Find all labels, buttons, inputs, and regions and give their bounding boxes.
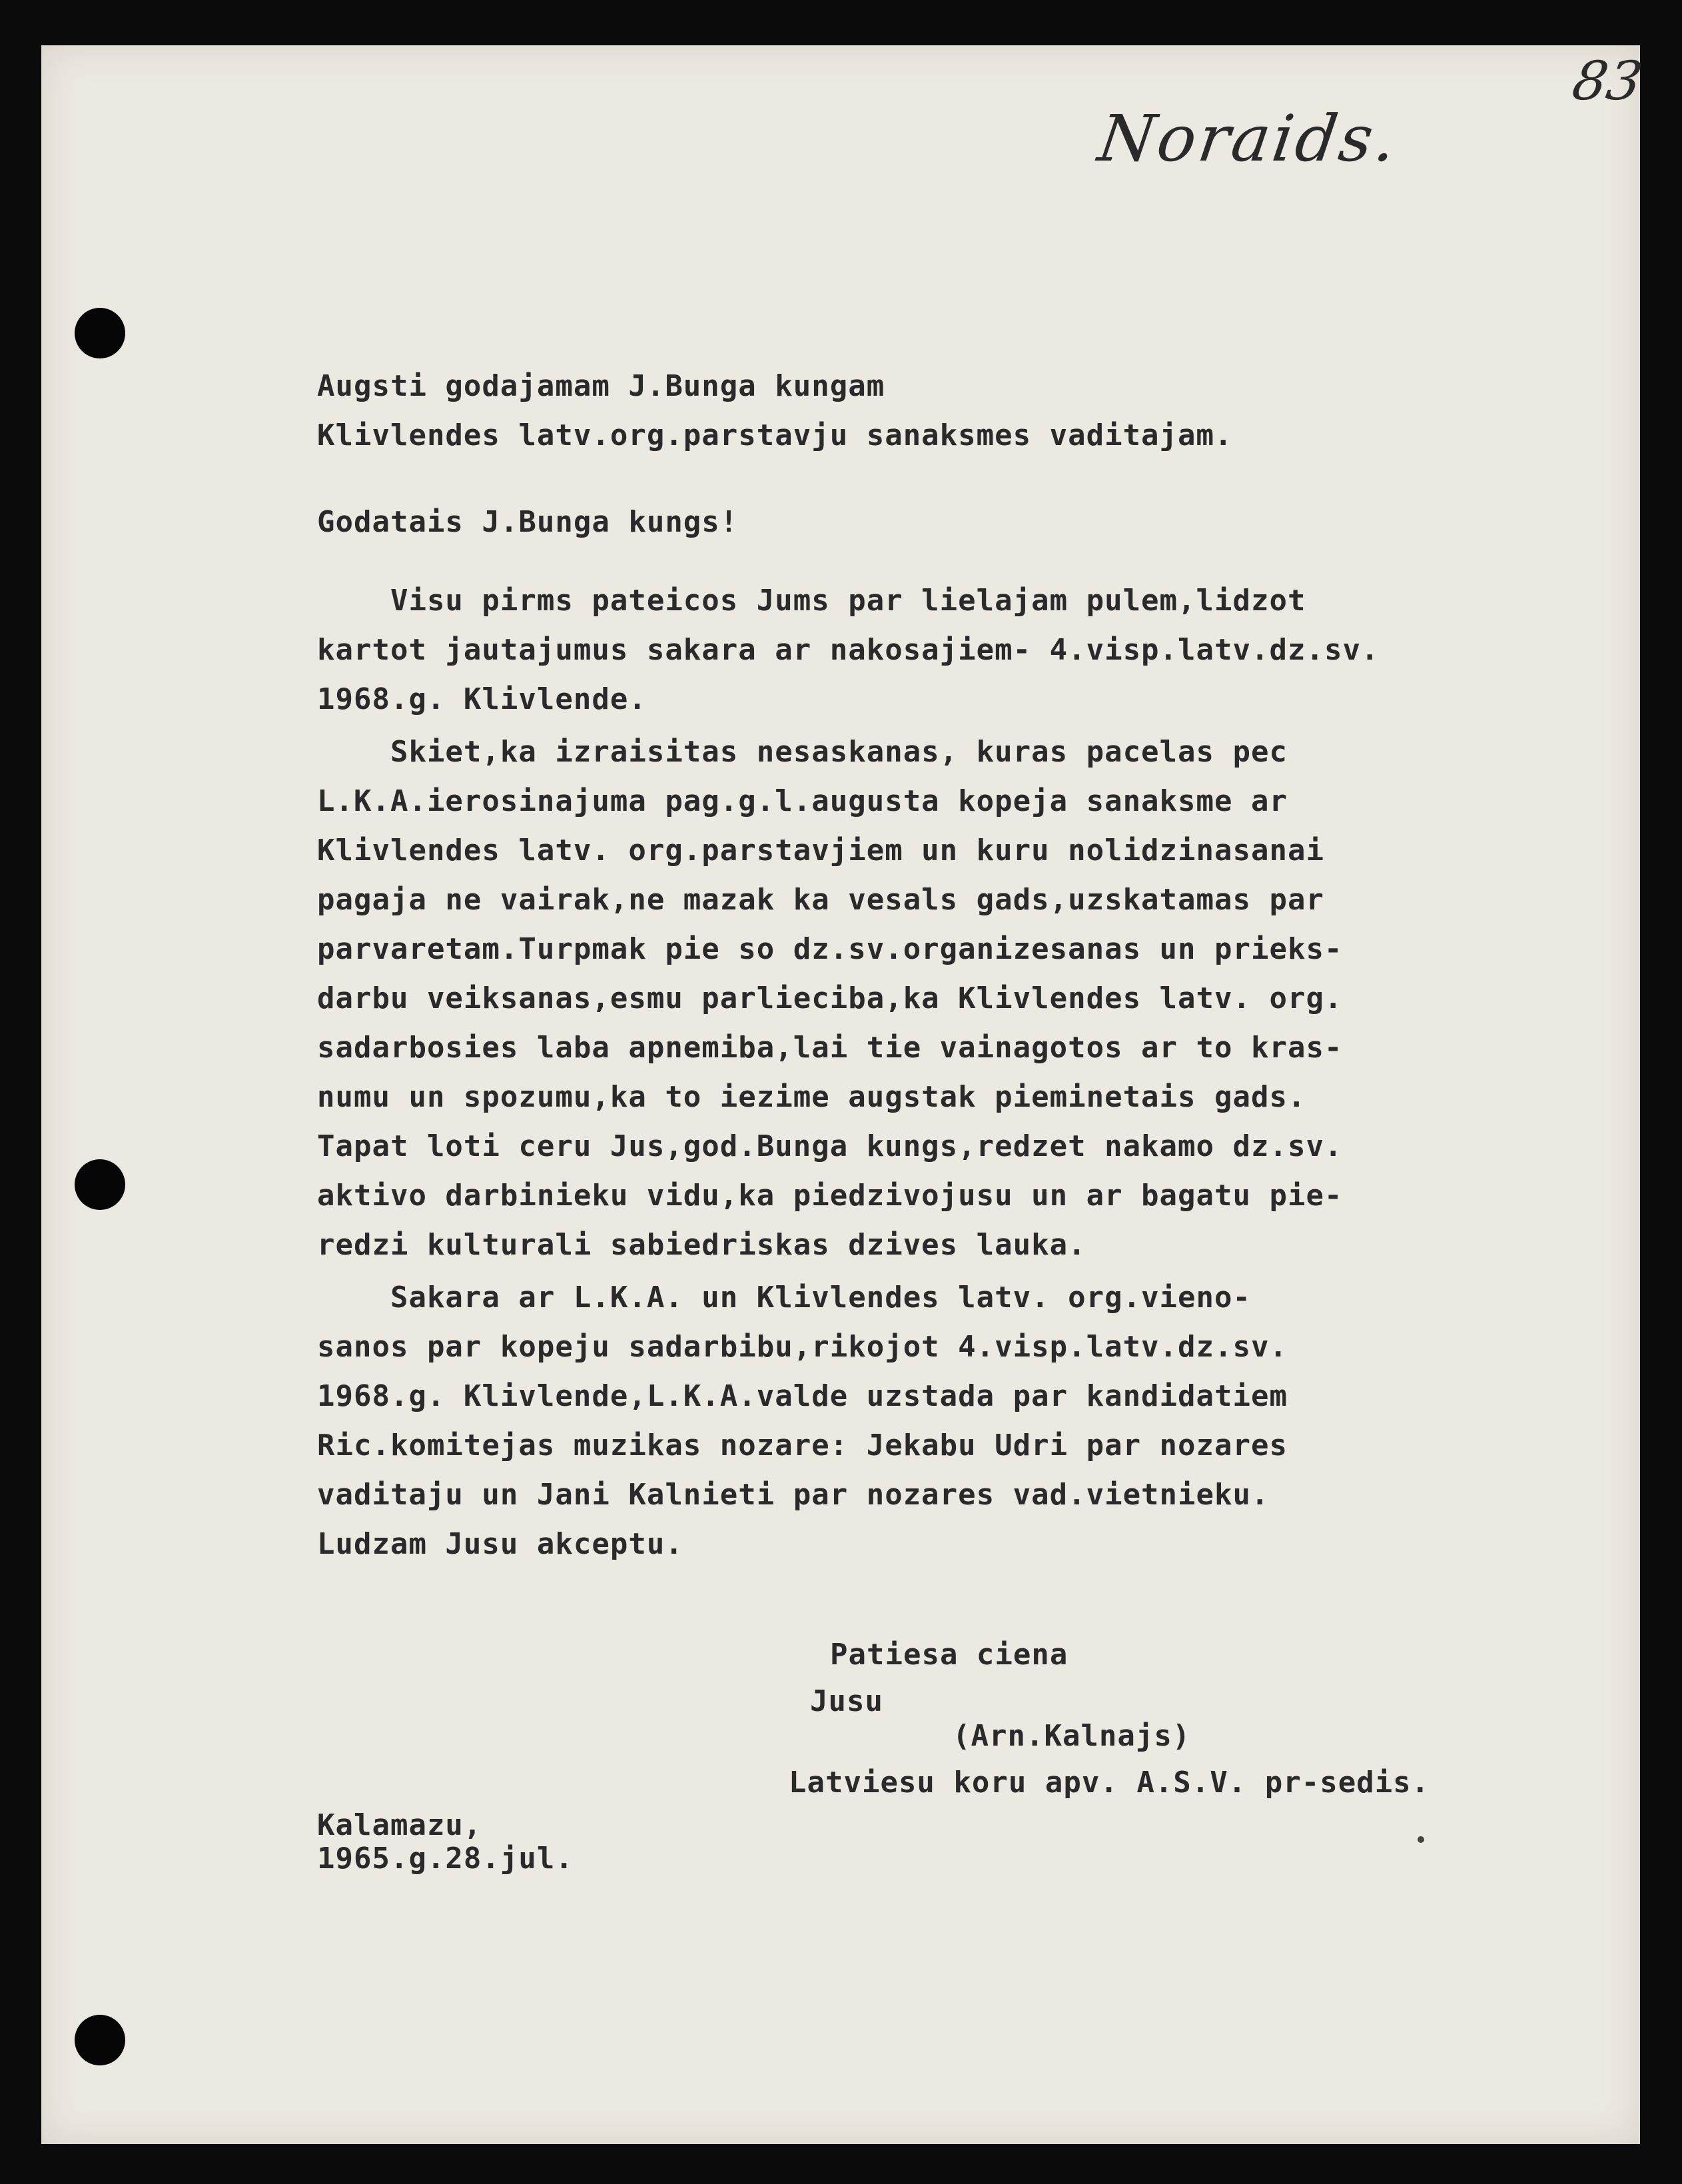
body-line: numu un spozumu,ka to iezime augstak pieminetais gads. (317, 1080, 1306, 1114)
body-line: kartot jautajumus sakara ar nakosajiem- 4.visp.latv.dz.sv. (317, 633, 1380, 667)
punch-hole-bottom (75, 2015, 125, 2065)
body-line: 1968.g. Klivlende,L.K.A.valde uzstada par kandidatiem (317, 1379, 1288, 1413)
body-line: Skiet,ka izraisitas nesaskanas, kuras pacelas pec (317, 735, 1288, 769)
body-line: parvaretam.Turpmak pie so dz.sv.organizesanas un prieks- (317, 932, 1343, 966)
punch-hole-middle (75, 1159, 125, 1210)
body-line: pagaja ne vairak,ne mazak ka vesals gads,uzskatamas par (317, 883, 1324, 917)
body-line: darbu veiksanas,esmu parlieciba,ka Klivlendes latv. org. (317, 981, 1343, 1015)
body-line: 1968.g. Klivlende. (317, 682, 647, 716)
body-line: L.K.A.ierosinajuma pag.g.l.augusta kopeja sanaksme ar (317, 784, 1288, 818)
body-line: Visu pirms pateicos Jums par lielajam pulem,lidzot (317, 584, 1306, 618)
address-line-1: Augsti godajamam J.Bunga kungam (317, 369, 885, 403)
body-line: Sakara ar L.K.A. un Klivlendes latv. org.vieno- (317, 1281, 1252, 1315)
handwritten-signature: Noraids. (1094, 101, 1404, 176)
signatory-name: (Arn.Kalnajs) (953, 1719, 1191, 1753)
ink-dot (1418, 1836, 1424, 1843)
body-line: sanos par kopeju sadarbibu,rikojot 4.visp.latv.dz.sv. (317, 1330, 1288, 1364)
closing-line-2: Jusu (810, 1684, 883, 1718)
handwritten-page-number: 83 (1567, 50, 1647, 112)
body-line: Klivlendes latv. org.parstavjiem un kuru nolidzinasanai (317, 833, 1324, 867)
body-line: redzi kulturali sabiedriskas dzives lauka. (317, 1228, 1086, 1262)
closing-line-1: Patiesa ciena (830, 1638, 1068, 1672)
body-line: vaditaju un Jani Kalnieti par nozares vad.vietnieku. (317, 1478, 1270, 1512)
address-line-2: Klivlendes latv.org.parstavju sanaksmes vaditajam. (317, 418, 1233, 452)
body-line: Ric.komitejas muzikas nozare: Jekabu Udri par nozares (317, 1428, 1288, 1462)
body-line: Ludzam Jusu akceptu. (317, 1527, 683, 1561)
body-line: Tapat loti ceru Jus,god.Bunga kungs,redzet nakamo dz.sv. (317, 1129, 1343, 1163)
signatory-title: Latviesu koru apv. A.S.V. pr-sedis. (789, 1766, 1430, 1800)
salutation: Godatais J.Bunga kungs! (317, 505, 739, 539)
punch-hole-top (75, 308, 125, 358)
body-line: aktivo darbinieku vidu,ka piedzivojusu un ar bagatu pie- (317, 1179, 1343, 1213)
date: 1965.g.28.jul. (317, 1842, 574, 1876)
place: Kalamazu, (317, 1808, 482, 1842)
body-line: sadarbosies laba apnemiba,lai tie vainagotos ar to kras- (317, 1031, 1343, 1065)
